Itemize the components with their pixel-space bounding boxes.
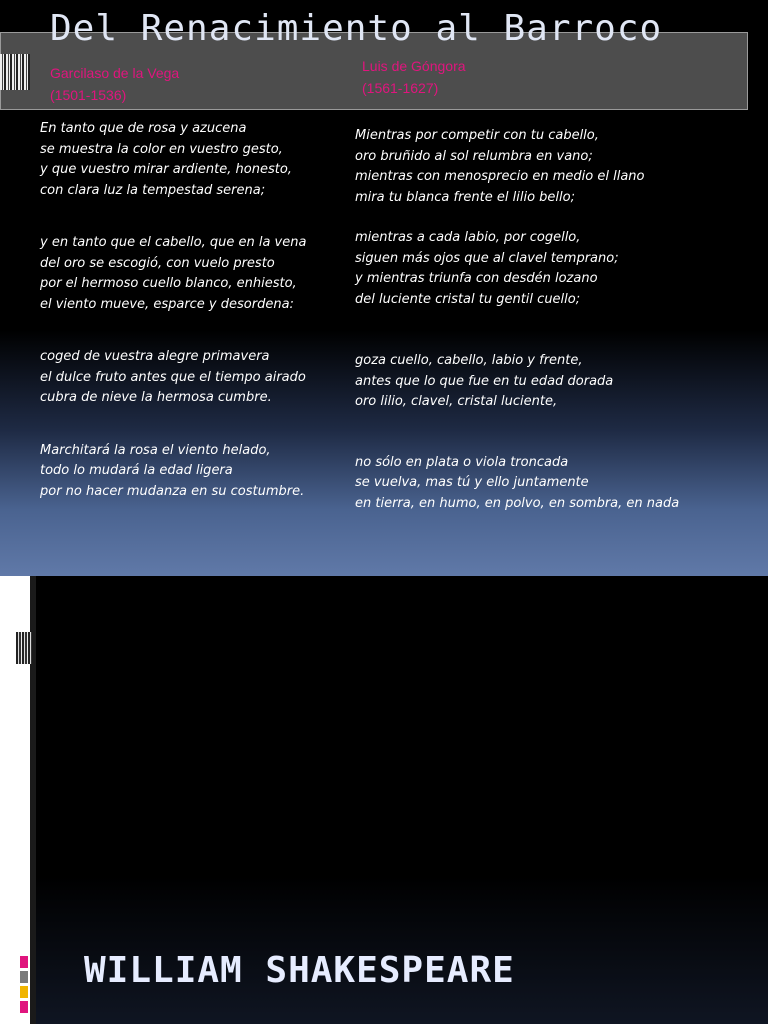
author-dates: (1501-1536): [50, 87, 127, 103]
poem-line: mientras con menosprecio en medio el llano: [355, 169, 645, 184]
accent-square: [20, 956, 28, 968]
poem-line: todo lo mudará la edad ligera: [40, 463, 233, 478]
poem-line: no sólo en plata o viola troncada: [355, 454, 569, 470]
poem-line: Marchitará la rosa el viento helado,: [40, 442, 271, 458]
barcode-decoration-icon: [0, 54, 30, 90]
poem-line: oro bruñido al sol relumbra en vano;: [355, 148, 593, 164]
poem-line: En tanto que de rosa y azucena: [40, 121, 247, 136]
poem-line: y que vuestro mirar ardiente, honesto,: [40, 162, 292, 177]
poem-line: siguen más ojos que al clavel temprano;: [355, 250, 619, 266]
poem-line: mientras a cada labio, por cogello,: [355, 230, 581, 245]
poem-garcilaso: [40, 119, 345, 502]
accent-squares-icon: [20, 956, 28, 1016]
accent-square: [20, 1001, 28, 1013]
accent-square: [20, 971, 28, 983]
poem-line: el dulce fruto antes que el tiempo airado: [40, 369, 306, 385]
author-gongora: [362, 55, 466, 99]
poem-line: goza cuello, cabello, labio y frente,: [355, 353, 583, 368]
poem-gongora: [355, 126, 755, 514]
poem-line: por el hermoso cuello blanco, enhiesto,: [40, 276, 297, 291]
poem-line: y en tanto que el cabello, que en la vena: [40, 235, 307, 250]
author-garcilaso: [50, 62, 179, 106]
slide-shakespeare: [0, 576, 768, 1024]
poem-line: del oro se escogió, con vuelo presto: [40, 255, 275, 271]
poem-line: con clara luz la tempestad serena;: [40, 182, 266, 198]
poem-line: se vuelva, mas tú y ello juntamente: [355, 475, 589, 490]
author-name: Luis de Góngora: [362, 58, 466, 74]
poem-line: mira tu blanca frente el lilio bello;: [355, 189, 575, 205]
poem-line: coged de vuestra alegre primavera: [40, 349, 270, 364]
author-dates: (1561-1627): [362, 80, 439, 96]
poem-line: antes que lo que fue en tu edad dorada: [355, 373, 614, 389]
poem-line: Mientras por competir con tu cabello,: [355, 128, 599, 143]
barcode-decoration-icon: [16, 632, 32, 664]
poem-line: el viento mueve, esparce y desordena:: [40, 296, 294, 312]
poem-line: en tierra, en humo, en polvo, en sombra, en nada: [355, 495, 680, 511]
slide-title: Del Renacimiento al Barroco: [50, 8, 663, 49]
poem-line: oro lilio, clavel, cristal luciente,: [355, 394, 558, 409]
slide-title: WILLIAM SHAKESPEARE: [84, 950, 515, 991]
poem-line: se muestra la color en vuestro gesto,: [40, 141, 283, 157]
poem-line: y mientras triunfa con desdén lozano: [355, 271, 598, 286]
accent-square: [20, 986, 28, 998]
poem-line: del luciente cristal tu gentil cuello;: [355, 291, 581, 307]
poem-line: por no hacer mudanza en su costumbre.: [40, 483, 305, 499]
author-name: Garcilaso de la Vega: [50, 65, 180, 81]
poem-line: cubra de nieve la hermosa cumbre.: [40, 390, 272, 405]
